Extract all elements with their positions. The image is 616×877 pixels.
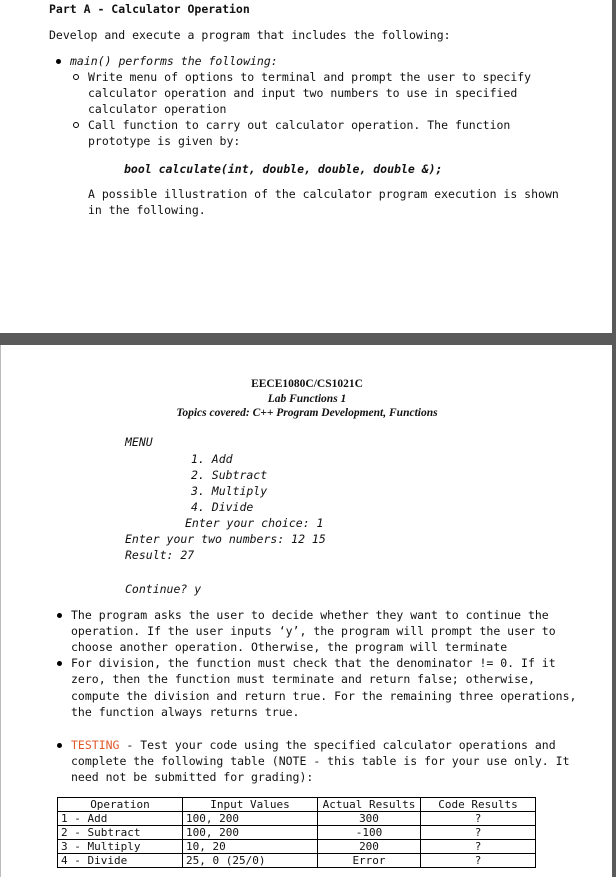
bullet-2-line-1: For division, the function must check that the denominator != 0. If it (71, 656, 556, 670)
sub-item-1-line-3: calculator operation (88, 102, 227, 116)
sample-result-line: Result: 27 (125, 548, 195, 562)
cell-operation: 1 - Add (58, 812, 183, 826)
cell-operation: 2 - Subtract (58, 826, 183, 840)
sample-choice-line: Enter your choice: 1 (185, 516, 324, 530)
table-row (58, 826, 536, 840)
bullet-2-line-3: compute the division and return true. For the remaining three operations, (71, 689, 577, 703)
table-row (58, 854, 536, 868)
header-code-results: Code Results (421, 798, 536, 812)
intro-text: Develop and execute a program that includes the following: (49, 28, 451, 42)
cell-input: 25, 0 (25/0) (183, 854, 318, 868)
table-row (58, 840, 536, 854)
testing-text: - Test your code using the specified calculator operations and (119, 738, 556, 752)
cell-actual: 200 (318, 840, 421, 854)
main-item: main() performs the following: (70, 54, 278, 68)
cell-input: 100, 200 (183, 812, 318, 826)
sample-option-3: 3. Multiply (191, 484, 268, 498)
table-header-row (58, 798, 536, 812)
sub-item-1-line-1: Write menu of options to terminal and prompt the user to specify (88, 70, 532, 84)
testing-line-2: complete the following table (NOTE - this table is for your use only. It (71, 754, 570, 768)
document-page-2 (0, 345, 613, 877)
sample-option-2: 2. Subtract (191, 468, 268, 482)
cell-actual: -100 (318, 826, 421, 840)
section-heading: Part A - Calculator Operation (49, 2, 250, 16)
bullet-1-line-2: operation. If the user inputs ‘y’, the program will prompt the user to (71, 624, 556, 638)
header-operation: Operation (58, 798, 183, 812)
illustration-line-2: in the following. (88, 203, 206, 217)
cell-operation: 4 - Divide (58, 854, 183, 868)
illustration-line-1: A possible illustration of the calculator program execution is shown (88, 187, 559, 201)
bullet-1-line-3: choose another operation. Otherwise, the program will terminate (71, 640, 508, 654)
bullet-2-line-4: the function always returns true. (71, 705, 300, 719)
course-code: EECE1080C/CS1021C (251, 378, 363, 390)
page-separator (0, 333, 616, 345)
circle-bullet-icon (73, 74, 79, 80)
sub-item-1-line-2: calculator operation and input two numbers to use in specified (88, 86, 518, 100)
cell-code: ? (421, 854, 536, 868)
testing-label: TESTING (71, 738, 120, 752)
testing-line-3: need not be submitted for grading): (71, 770, 314, 784)
sample-continue-line: Continue? y (125, 582, 202, 596)
cell-operation: 3 - Multiply (58, 840, 183, 854)
testing-line-1 (71, 737, 556, 753)
cell-code: ? (421, 840, 536, 854)
sample-numbers-line: Enter your two numbers: 12 15 (125, 532, 326, 546)
document-page-1 (0, 0, 613, 333)
lab-title: Lab Functions 1 (267, 393, 347, 405)
sample-option-1: 1. Add (191, 452, 233, 466)
bullet-1-line-1: The program asks the user to decide whether they want to continue the (71, 608, 549, 622)
table-row (58, 812, 536, 826)
viewer-scroll-edge (612, 0, 616, 877)
cell-input: 10, 20 (183, 840, 318, 854)
bullet-icon (57, 743, 62, 748)
function-prototype: bool calculate(int, double, double, double &); (124, 162, 443, 176)
cell-actual: Error (318, 854, 421, 868)
cell-input: 100, 200 (183, 826, 318, 840)
sub-item-2-line-2: prototype is given by: (88, 134, 241, 148)
sub-item-2-line-1: Call function to carry out calculator operation. The function (88, 118, 511, 132)
cell-actual: 300 (318, 812, 421, 826)
bullet-icon (57, 661, 62, 666)
header-actual-results: Actual Results (318, 798, 421, 812)
sample-menu-label: MENU (125, 435, 153, 449)
circle-bullet-icon (73, 122, 79, 128)
bullet-icon (56, 59, 61, 64)
results-table (57, 797, 536, 868)
bullet-icon (57, 613, 62, 618)
bullet-2-line-2: zero, then the function must terminate and return false; otherwise, (71, 672, 535, 686)
sample-option-4: 4. Divide (191, 500, 254, 514)
cell-code: ? (421, 826, 536, 840)
header-input-values: Input Values (183, 798, 318, 812)
cell-code: ? (421, 812, 536, 826)
topics-line: Topics covered: C++ Program Development, Functions (176, 407, 438, 419)
